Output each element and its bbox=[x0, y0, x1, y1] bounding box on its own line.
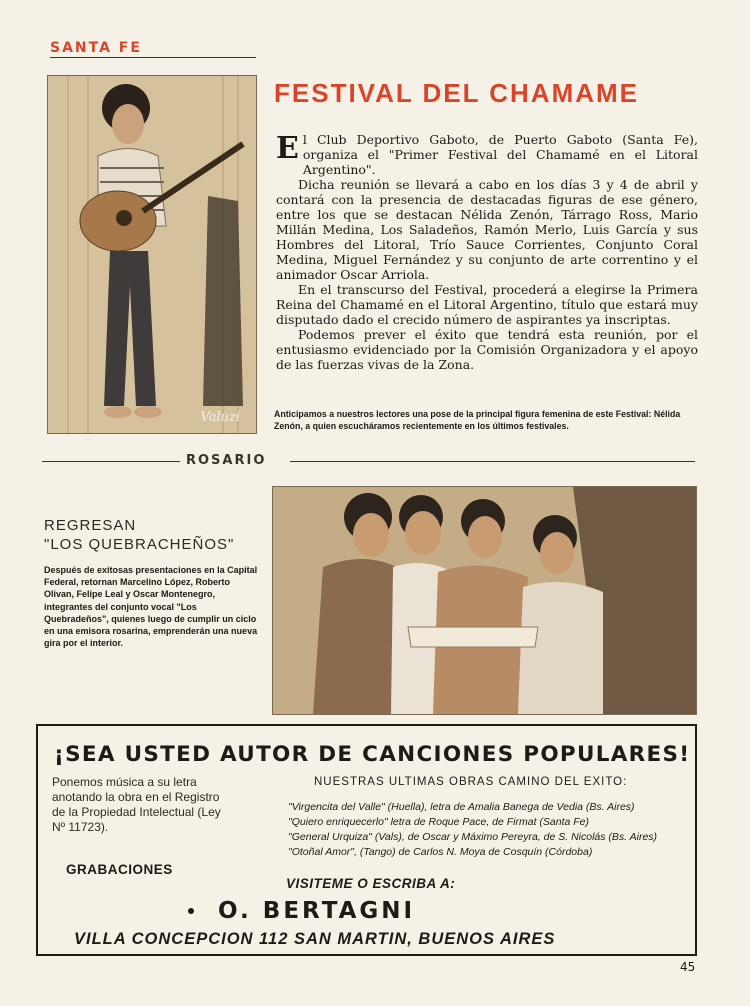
photo-caption-festival: Anticipamos a nuestros lectores una pose de la principal figura femenina de este Festival: Nélida Zenón, a quien escucháramos recientemente en los últimos festivales. bbox=[274, 409, 681, 431]
ad-grabaciones: GRABACIONES bbox=[66, 862, 173, 877]
paragraph-3: En el transcurso del Festival, procederá a elegirse la Primera Reina del Chamamé en el Litoral Argentino, título que estará muy disputado dado el crecido número de aspirantes ya inscriptas. bbox=[276, 282, 698, 327]
paragraph-2: Dicha reunión se llevará a cabo en los días 3 y 4 de abril y contará con la presencia de destacadas figuras de ese género, entre los que se destacan Nélida Zenón, Tárrago Ross, Mario Millán Medina, Los Saladeños, Ramón Merlo, Luis García y sus Hombres del Litoral, Trío Sauce Corrientes, Conjunto Coral Medina, Miguel Fernández y su conjunto de arte correntino y el animador Oscar Arriola. bbox=[276, 177, 698, 282]
ad-left-text: Ponemos música a su letra anotando la obra en el Registro de la Propiedad Intelectual (Ley Nº 11723). bbox=[52, 775, 221, 834]
advertisement-box bbox=[36, 724, 697, 956]
photo-signature: Valuzi bbox=[200, 410, 240, 425]
ad-address: VILLA CONCEPCION 112 SAN MARTIN, BUENOS AIRES bbox=[74, 930, 556, 948]
ad-work-item: "Quiero enriquecerlo" letra de Roque Pace, de Firmat (Santa Fe) bbox=[288, 816, 590, 828]
rosario-rule-left bbox=[42, 461, 180, 462]
rosario-rule-right bbox=[290, 461, 695, 462]
paragraph-4: Podemos prever el éxito que tendrá esta reunión, por el entusiasmo evidenciado por la Comisión Organizadora y el apoyo de las fuerzas vivas de la Zona. bbox=[276, 327, 698, 372]
paragraph-1: l Club Deportivo Gaboto, de Puerto Gaboto (Santa Fe), organiza el "Primer Festival del Chamamé en el Litoral Argentino". bbox=[302, 132, 698, 177]
bullet-dot-icon bbox=[188, 908, 194, 914]
drop-cap: E bbox=[276, 131, 299, 166]
ad-work-item: "Virgencita del Valle" (Huella), letra de Amalia Banega de Vedia (Bs. Aires) bbox=[288, 801, 635, 813]
rosario-body: Después de exitosas presentaciones en la Capital Federal, retornan Marcelino López, Roberto Olivan, Felipe Leal y Oscar Montenegro, integrantes del conjunto vocal "Los Quebradeños", quienes luego de cumplir un ciclo en una emisora rosarina, emprenderán una nueva gira por el interior. bbox=[44, 565, 258, 649]
section-label-santa-fe: SANTA FE bbox=[50, 40, 142, 56]
singer-photo bbox=[47, 75, 257, 434]
ad-headline: ¡SEA USTED AUTOR DE CANCIONES POPULARES! bbox=[54, 742, 691, 767]
ad-visit-text: VISITEME O ESCRIBA A: bbox=[286, 876, 456, 891]
rosario-headline-2: "LOS QUEBRACHEÑOS" bbox=[44, 536, 235, 553]
page-number: 45 bbox=[680, 960, 696, 974]
ad-work-item: "General Urquiza" (Vals), de Oscar y Máximo Pereyra, de S. Nicolás (Bs. Aires) bbox=[288, 831, 658, 843]
article-title-festival: FESTIVAL DEL CHAMAME bbox=[274, 78, 640, 108]
section-underline bbox=[50, 57, 256, 58]
article-body-festival bbox=[276, 132, 698, 372]
ad-name: O. BERTAGNI bbox=[218, 898, 416, 924]
rosario-headline-1: REGRESAN bbox=[44, 517, 137, 534]
ad-list-title: NUESTRAS ULTIMAS OBRAS CAMINO DEL EXITO: bbox=[314, 776, 628, 788]
group-photo bbox=[272, 486, 697, 715]
section-label-rosario: ROSARIO bbox=[186, 453, 267, 468]
ad-work-item: "Otoñal Amor", (Tango) de Carlos N. Moya de Cosquín (Córdoba) bbox=[288, 846, 593, 858]
